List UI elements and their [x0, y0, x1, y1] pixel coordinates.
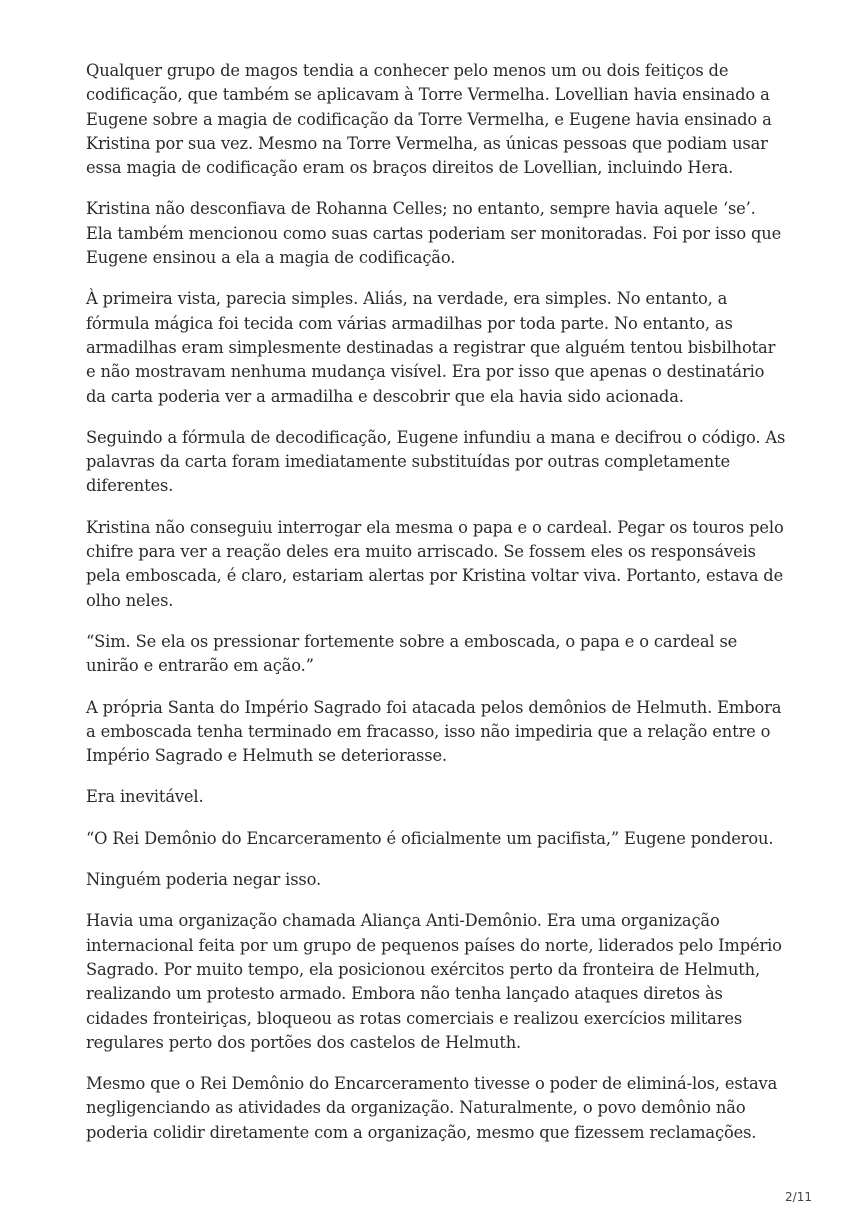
paragraph: Kristina não conseguiu interrogar ela mesma o papa e o cardeal. Pegar os touros pelo chifre para ver a reação deles era muito arriscado. Se fossem eles os responsáveis pela emboscada, é claro, estariam alertas por Kristina voltar viva. Portanto, estava de olho neles.	[86, 517, 784, 610]
paragraph: “O Rei Demônio do Encarceramento é oficialmente um pacifista,” Eugene ponderou.	[86, 828, 774, 848]
paragraph: Kristina não desconfiava de Rohanna Celles; no entanto, sempre havia aquele ‘se’. Ela também mencionou como suas cartas poderiam ser monitoradas. Foi por isso que Eugene ensinou a ela a magia de codificação.	[86, 199, 782, 268]
paragraph: “Sim. Se ela os pressionar fortemente sobre a emboscada, o papa e o cardeal se unirão e entrarão em ação.”	[86, 631, 738, 676]
document-body	[86, 59, 786, 1162]
paragraph: À primeira vista, parecia simples. Aliás, na verdade, era simples. No entanto, a fórmula mágica foi tecida com várias armadilhas por toda parte. No entanto, as armadilhas eram simplesmente destinadas a registrar que alguém tentou bisbilhotar e não mostravam nenhuma mudança visível. Era por isso que apenas o destinatário da carta poderia ver a armadilha e descobrir que ela havia sido acionada.	[86, 289, 776, 406]
paragraph: Ninguém poderia negar isso.	[86, 870, 322, 890]
paragraph: Qualquer grupo de magos tendia a conhecer pelo menos um ou dois feitiços de codificação, que também se aplicavam à Torre Vermelha. Lovellian havia ensinado a Eugene sobre a magia de codificação da Torre Vermelha, e Eugene havia ensinado a Kristina por sua vez. Mesmo na Torre Vermelha, as únicas pessoas que podiam usar essa magia de codificação eram os braços direitos de Lovellian, incluindo Hera.	[86, 61, 772, 178]
paragraph: Mesmo que o Rei Demônio do Encarceramento tivesse o poder de eliminá-los, estava negligenciando as atividades da organização. Naturalmente, o povo demônio não poderia colidir diretamente com a organização, mesmo que fizessem reclamações.	[86, 1074, 778, 1142]
paragraph: A própria Santa do Império Sagrado foi atacada pelos demônios de Helmuth. Embora a emboscada tenha terminado em fracasso, isso não impediria que a relação entre o Império Sagrado e Helmuth se deteriorasse.	[86, 697, 782, 766]
paragraph: Havia uma organização chamada Aliança Anti-Demônio. Era uma organização internacional feita por um grupo de pequenos países do norte, liderados pelo Império Sagrado. Por muito tempo, ela posicionou exércitos perto da fronteira de Helmuth, realizando um protesto armado. Embora não tenha lançado ataques diretos às cidades fronteiriças, bloqueou as rotas comerciais e realizou exercícios militares regulares perto dos portões dos castelos de Helmuth.	[86, 911, 782, 1052]
paragraph: Era inevitável.	[86, 787, 204, 807]
page-number: 2/11	[785, 1190, 812, 1204]
paragraph: Seguindo a fórmula de decodificação, Eugene infundiu a mana e decifrou o código. As palavras da carta foram imediatamente substituídas por outras completamente diferentes.	[86, 427, 786, 496]
